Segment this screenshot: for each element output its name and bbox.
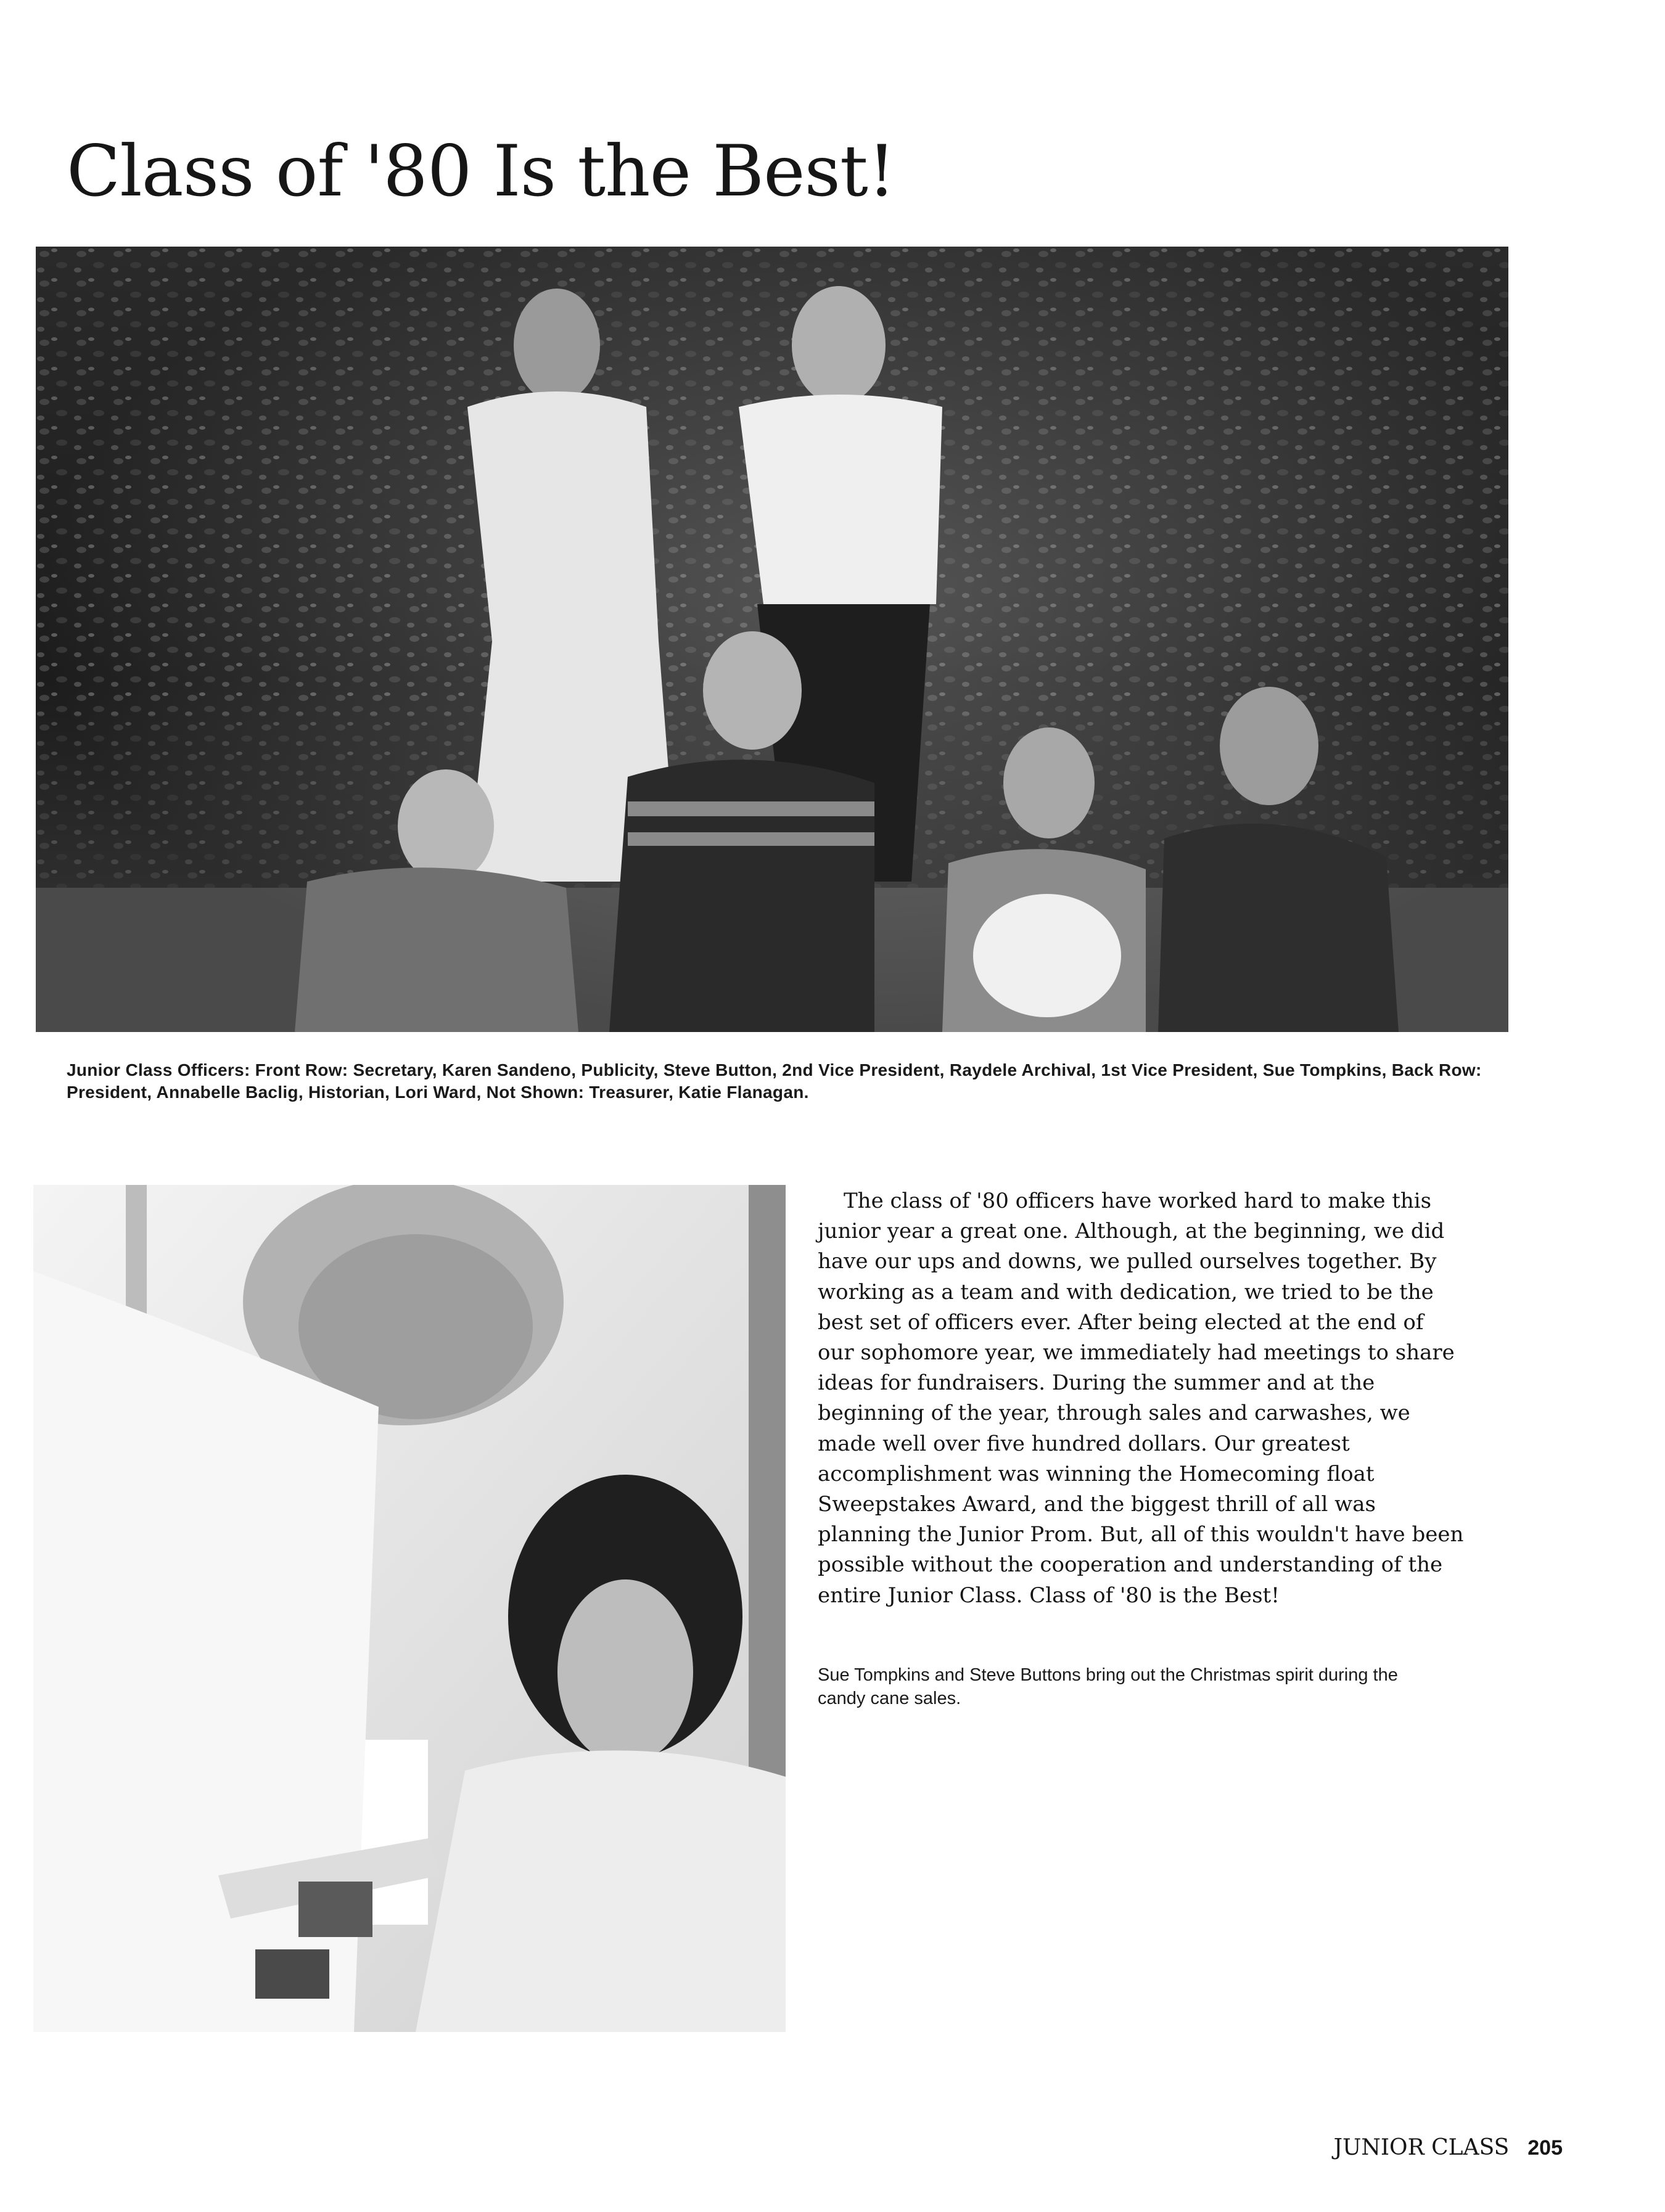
candy-cane-photo-caption: Sue Tompkins and Steve Buttons bring out the Christmas spirit during the candy cane sales. xyxy=(818,1665,1398,1708)
article-body: The class of '80 officers have worked hard to make this junior year a great one. Although, at the beginning, we did have our ups and downs, we pulled ourselves together. By working as a team and with dedication, we tried to be the best set of officers ever. After being elected at the end of our sophomore year, we immediately had meetings to share ideas for fundraisers. During the summer and at the beginning of the year, through sales and carwashes, we made well over five hundred dollars. Our greatest accomplishment was winning the Homecoming float Sweepstakes Award, and the biggest thrill of all was planning the Junior Prom. But, all of this wouldn't have been possible without the cooperation and understanding of the entire Junior Class. Class of '80 is the Best! xyxy=(818,1189,1464,1608)
page-number: 205 xyxy=(1527,2136,1563,2160)
page-title: Class of '80 Is the Best! xyxy=(67,130,895,212)
page-footer xyxy=(1334,2134,1563,2161)
officers-group-photo xyxy=(36,247,1508,1032)
officers-photo-caption: Junior Class Officers: Front Row: Secretary, Karen Sandeno, Publicity, Steve Button, 2nd Vice President, Raydele Archival, 1st Vice President, Sue Tompkins, Back Row: President, Annabelle Baclig, Historian, Lori Ward, Not Shown: Treasurer, Katie Flanagan. xyxy=(67,1060,1482,1102)
officers-photo-illustration xyxy=(36,247,1508,1032)
section-label: JUNIOR CLASS xyxy=(1333,2135,1510,2160)
candy-cane-photo-illustration xyxy=(33,1185,786,2032)
candy-cane-sale-photo xyxy=(33,1185,786,2032)
